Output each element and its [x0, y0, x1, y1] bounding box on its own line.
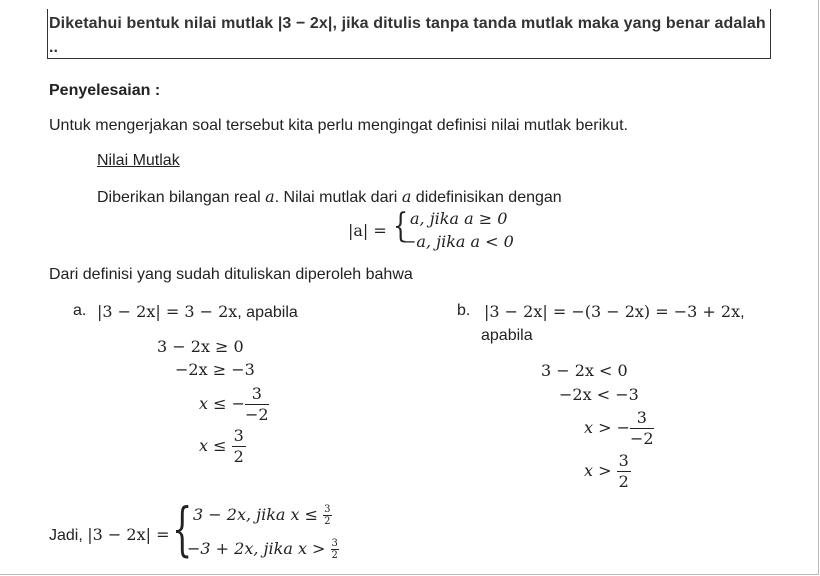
definition-lhs: |a| = — [348, 221, 387, 240]
definition-text: Diberikan bilangan real a. Nilai mutlak dari a didefinisikan dengan — [97, 187, 562, 206]
part-b-apabila: apabila — [481, 327, 533, 344]
part-a-step-2: −2x ≥ −3 — [175, 360, 255, 379]
part-b-step-4: x > $\frac{3}{2}$ — [584, 451, 629, 491]
part-a-step-1: 3 − 2x ≥ 0 — [157, 337, 244, 356]
question-text: Diketahui bentuk nilai mutlak |3 − 2x|, jika ditulis tanpa tanda mutlak maka yang benar adalah .. — [49, 15, 766, 56]
definition-brace: { — [393, 206, 409, 246]
definition-title: Nilai Mutlak — [97, 152, 180, 169]
definition-case-1: a, jika a ≥ 0 — [410, 209, 508, 228]
solution-heading: Penyelesaian : — [49, 82, 161, 99]
conclusion-case-2: −3 + 2x, jika x > $\frac{3}{2}$ — [187, 538, 338, 561]
conclusion-case-1: 3 − 2x, jika x ≤ $\frac{3}{2}$ — [193, 504, 331, 527]
part-a-label: a. — [73, 302, 87, 319]
part-b-step-2: −2x < −3 — [559, 385, 639, 404]
part-b-label: b. — [457, 302, 471, 319]
part-b-step-3: x > − $\frac{3}{-2}$ — [584, 408, 654, 448]
derived-text: Dari definisi yang sudah dituliskan diperoleh bahwa — [49, 266, 413, 283]
part-a-step-3: x ≤ − $\frac{3}{-2}$ — [199, 384, 269, 424]
part-b-statement: |3 − 2x| = −(3 − 2x) = −3 + 2x, — [484, 302, 745, 321]
intro-text: Untuk mengerjakan soal tersebut kita perlu mengingat definisi nilai mutlak berikut. — [49, 117, 628, 134]
part-a-step-4: x ≤ $\frac{3}{2}$ — [199, 426, 244, 466]
conclusion-brace: { — [172, 495, 193, 563]
part-b-step-1: 3 − 2x < 0 — [541, 361, 628, 380]
part-a-statement: |3 − 2x| = 3 − 2x, apabila — [97, 302, 298, 321]
definition-case-2: −a, jika a < 0 — [403, 232, 514, 251]
conclusion-lhs: Jadi, |3 − 2x| = — [49, 525, 170, 544]
